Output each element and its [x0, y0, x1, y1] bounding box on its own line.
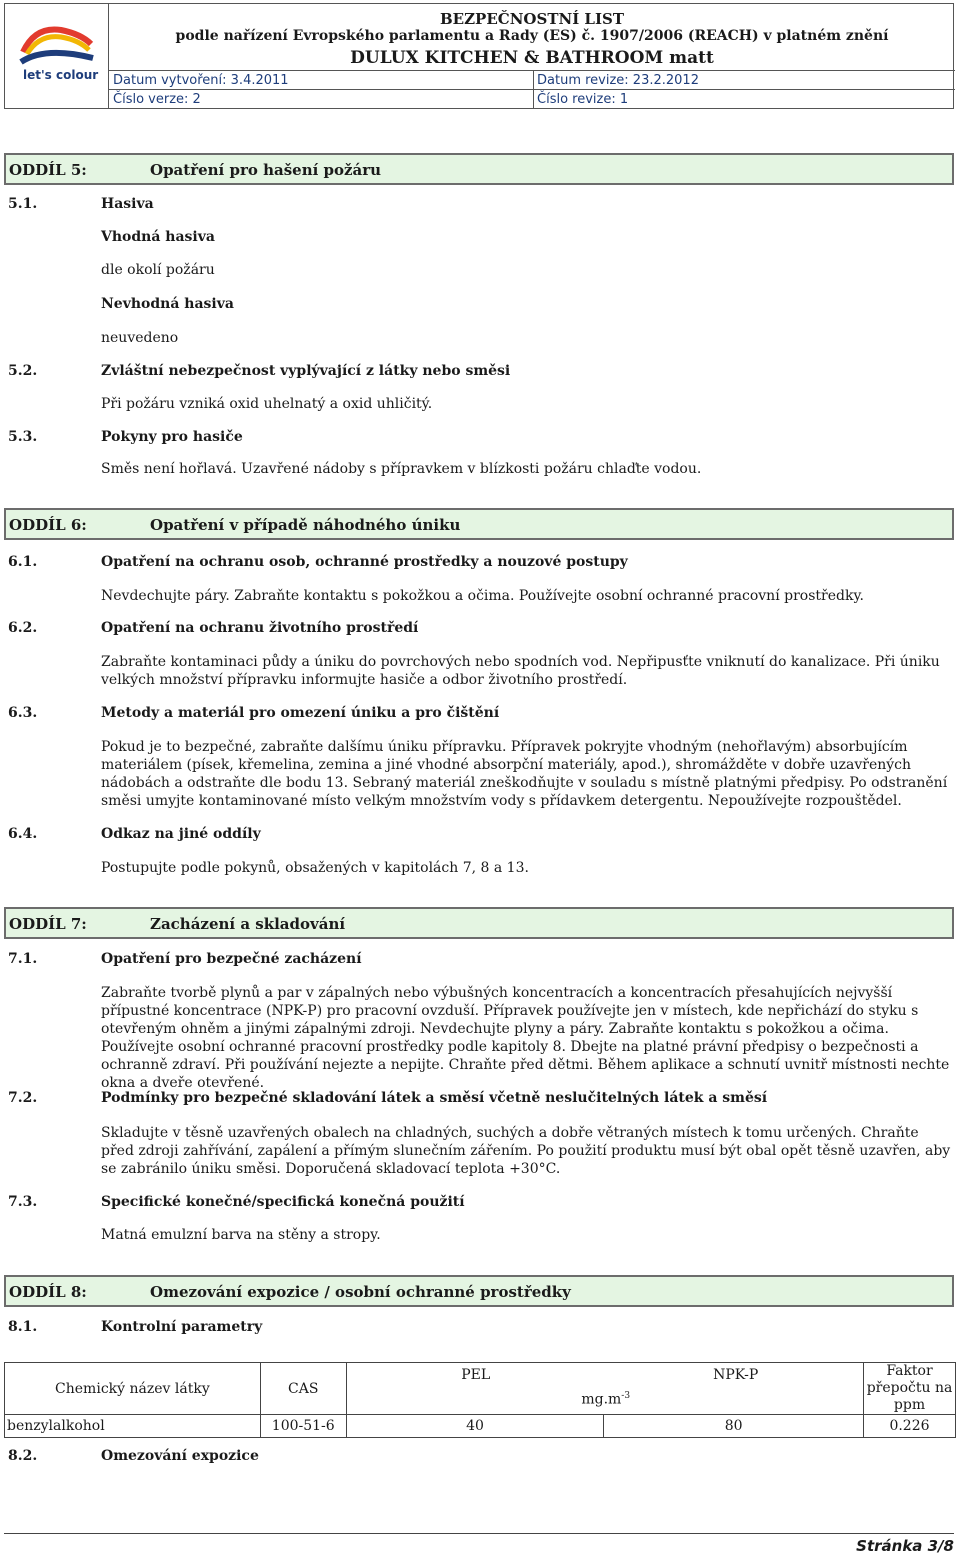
suitable-extinguishers-label: Vhodná hasiva	[101, 229, 215, 245]
revision-date: Datum revize: 23.2.2012	[537, 73, 699, 88]
section-title: Opatření v případě náhodného úniku	[150, 516, 461, 534]
section-8-header	[4, 1275, 954, 1307]
subsection-number: 6.3.	[8, 705, 38, 721]
subsection-number: 5.1.	[8, 196, 38, 212]
exposure-limits-table	[4, 1362, 956, 1438]
subsection-number: 8.1.	[8, 1319, 38, 1335]
paragraph: Pokud je to bezpečné, zabraňte dalšímu úniku přípravku. Přípravek pokryjte vhodným (nehořlavým) absorbujícím materiálem (písek, křemelina, zemina a jiné vhodné absorpční materiály, apod.), shromážděte v dobře uzavřených nádobách a odstraňte dle bodu 13. Sebraný materiál zneškodňujte v souladu s místně platnými předpisy. Po odstranění směsi umyjte kontaminované místo velkým množstvím vody s přídavkem detergentu. Nepoužívejte rozpouštědel.	[101, 739, 948, 809]
subsection-heading: Zvláštní nebezpečnost vyplývající z látky nebo směsi	[101, 363, 511, 379]
section-5-header	[4, 153, 954, 185]
paragraph: Nevdechujte páry. Zabraňte kontaktu s pokožkou a očima. Používejte osobní ochranné pracovní prostředky.	[101, 588, 864, 604]
document-title: BEZPEČNOSTNÍ LIST	[440, 10, 624, 28]
paragraph: Skladujte v těsně uzavřených obalech na chladných, suchých a dobře větraných místech k tomu určených. Chraňte před zdroji zahřívání, zapálení a přímým slunečním zářením. Po použití produktu musí být obal opět těsně uzavřen, aby se zabránilo úniku směsi. Doporučená skladovací teplota +30°C.	[101, 1125, 951, 1177]
revision-number: Číslo revize: 1	[537, 92, 629, 107]
subsection-heading: Kontrolní parametry	[101, 1319, 263, 1335]
subsection-heading: Podmínky pro bezpečné skladování látek a směsí včetně neslučitelných látek a směsí	[101, 1090, 768, 1106]
logo-tagline: let's colour	[23, 68, 99, 82]
section-number: ODDÍL 7:	[9, 915, 87, 933]
section-title: Opatření pro hašení požáru	[150, 161, 382, 179]
table-header-row	[5, 1363, 956, 1415]
version-number: Číslo verze: 2	[113, 92, 201, 107]
paragraph: Zabraňte kontaminaci půdy a úniku do povrchových nebo spodních vod. Nepřipusťte vniknutí do kanalizace. Při úniku velkých množství přípravku informujte hasiče a odbor životního prostředí.	[101, 654, 940, 688]
column-header-pel: PEL	[461, 1367, 491, 1383]
created-date: Datum vytvoření: 3.4.2011	[113, 73, 289, 88]
subsection-number: 7.2.	[8, 1090, 38, 1106]
subsection-heading: Odkaz na jiné oddíly	[101, 826, 261, 842]
cell-npk: 80	[604, 1415, 864, 1438]
subsection-heading: Omezování expozice	[101, 1448, 259, 1464]
subsection-number: 6.2.	[8, 620, 38, 636]
dulux-logo-icon	[15, 22, 99, 66]
footer-divider	[4, 1533, 954, 1534]
subsection-heading: Opatření pro bezpečné zacházení	[101, 951, 362, 967]
cell-cas: 100-51-6	[260, 1415, 346, 1438]
table-row	[5, 1415, 956, 1438]
subsection-number: 7.1.	[8, 951, 38, 967]
section-title: Zacházení a skladování	[150, 915, 346, 933]
column-header-factor: Faktor přepočtu na ppm	[864, 1363, 956, 1415]
section-number: ODDÍL 6:	[9, 516, 87, 534]
subsection-heading: Metody a materiál pro omezení úniku a pro čištění	[101, 705, 500, 721]
section-number: ODDÍL 8:	[9, 1283, 87, 1301]
column-header-unit: $mg.m^{-3}$	[581, 1391, 631, 1408]
cell-pel: 40	[346, 1415, 604, 1438]
section-number: ODDÍL 5:	[9, 161, 87, 179]
paragraph: Směs není hořlavá. Uzavřené nádoby s přípravkem v blízkosti požáru chlaďte vodou.	[101, 461, 702, 477]
subsection-number: 7.3.	[8, 1194, 38, 1210]
subsection-number: 5.3.	[8, 429, 38, 445]
dulux-logo	[5, 4, 109, 108]
subsection-number: 6.1.	[8, 554, 38, 570]
header-dates-row	[109, 70, 955, 90]
section-6-header	[4, 508, 954, 540]
cell-factor: 0.226	[864, 1415, 956, 1438]
product-name: DULUX KITCHEN & BATHROOM matt	[350, 48, 714, 68]
regulation-reference: podle nařízení Evropského parlamentu a Rady (ES) č. 1907/2006 (REACH) v platném znění	[175, 28, 889, 44]
paragraph: Postupujte podle pokynů, obsažených v kapitolách 7, 8 a 13.	[101, 860, 529, 876]
column-header-name: Chemický název látky	[5, 1363, 261, 1415]
paragraph: Matná emulzní barva na stěny a stropy.	[101, 1227, 381, 1243]
unsuitable-extinguishers-label: Nevhodná hasiva	[101, 296, 234, 312]
subsection-heading: Opatření na ochranu osob, ochranné prostředky a nouzové postupy	[101, 554, 628, 570]
subsection-number: 5.2.	[8, 363, 38, 379]
page-number: Stránka 3/8	[856, 1537, 954, 1555]
suitable-extinguishers-value: dle okolí požáru	[101, 262, 215, 278]
paragraph: Při požáru vzniká oxid uhelnatý a oxid uhličitý.	[101, 396, 433, 412]
subsection-heading: Opatření na ochranu životního prostředí	[101, 620, 419, 636]
column-header-npk: NPK-P	[713, 1367, 759, 1383]
subsection-number: 6.4.	[8, 826, 38, 842]
section-7-header	[4, 907, 954, 939]
column-header-cas: CAS	[260, 1363, 346, 1415]
column-header-limits	[346, 1363, 863, 1415]
unsuitable-extinguishers-value: neuvedeno	[101, 330, 179, 346]
subsection-heading: Pokyny pro hasiče	[101, 429, 243, 445]
header-version-row	[109, 89, 955, 109]
subsection-heading: Specifické konečné/specifická konečná použití	[101, 1194, 465, 1210]
cell-name: benzylalkohol	[5, 1415, 261, 1438]
section-title: Omezování expozice / osobní ochranné prostředky	[150, 1283, 571, 1301]
paragraph: Zabraňte tvorbě plynů a par v zápalných nebo výbušných koncentracích a koncentracích přesahujících nejvyšší přípustné koncentrace (NPK-P) pro pracovní ovzduší. Přípravek používejte jen v místech, kde nepřichází do styku s otevřeným ohněm a jinými zápalnými zdroji. Nevdechujte plyny a páry. Zabraňte kontaktu s pokožkou a očima. Používejte osobní ochranné pracovní prostředky podle kapitoly 8. Dbejte na platné právní předpisy o bezpečnosti a ochranně zdraví. Při používání nejezte a nepijte. Chraňte před dětmi. Během aplikace a schnutí uvnitř místnosti nechte okna a dveře otevřené.	[101, 985, 950, 1091]
subsection-number: 8.2.	[8, 1448, 38, 1464]
subsection-heading: Hasiva	[101, 196, 154, 212]
document-header	[4, 3, 954, 109]
